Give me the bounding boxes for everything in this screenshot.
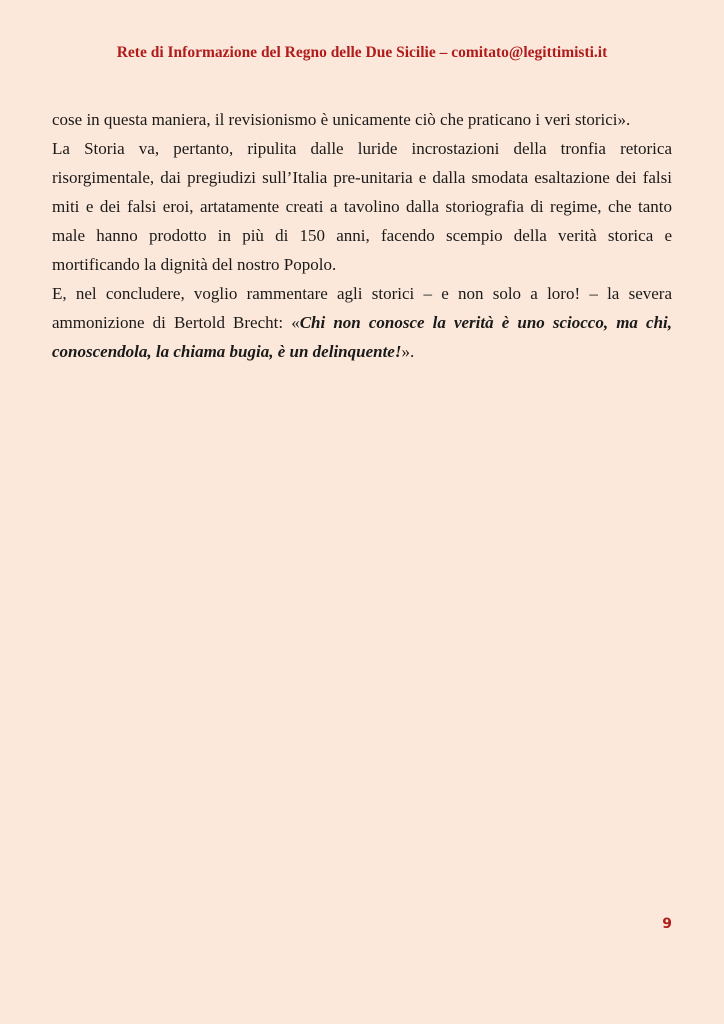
paragraph-3-lead: E, nel concludere, voglio rammentare agli storici – e non solo a loro! – la severa ammonizione di Bertold Brecht: «: [52, 284, 672, 332]
paragraph-2: La Storia va, pertanto, ripulita dalle luride incrostazioni della tronfia retorica risorgimentale, dai pregiudizi sull’Italia pre-unitaria e dalla smodata esaltazione dei falsi miti e dei falsi eroi, artatamente creati a tavolino dalla storiografia di regime, che tanto male hanno prodotto in più di 150 anni, facendo scempio della verità storica e mortificando la dignità del nostro Popolo.: [52, 139, 672, 274]
page-header: Rete di Informazione del Regno delle Due Sicilie – comitato@legittimisti.it: [116, 44, 608, 61]
paragraph-3: [52, 279, 672, 366]
brecht-quote: Chi non conosce la verità è uno sciocco, ma chi, conoscendola, la chiama bugia, è un delinquente!: [52, 313, 673, 361]
paragraph-3-close: ».: [401, 342, 415, 361]
body-text: [52, 105, 672, 366]
page-number: 9: [662, 916, 672, 932]
paragraph-1: cose in questa maniera, il revisionismo è unicamente ciò che praticano i veri storici».: [52, 110, 631, 129]
